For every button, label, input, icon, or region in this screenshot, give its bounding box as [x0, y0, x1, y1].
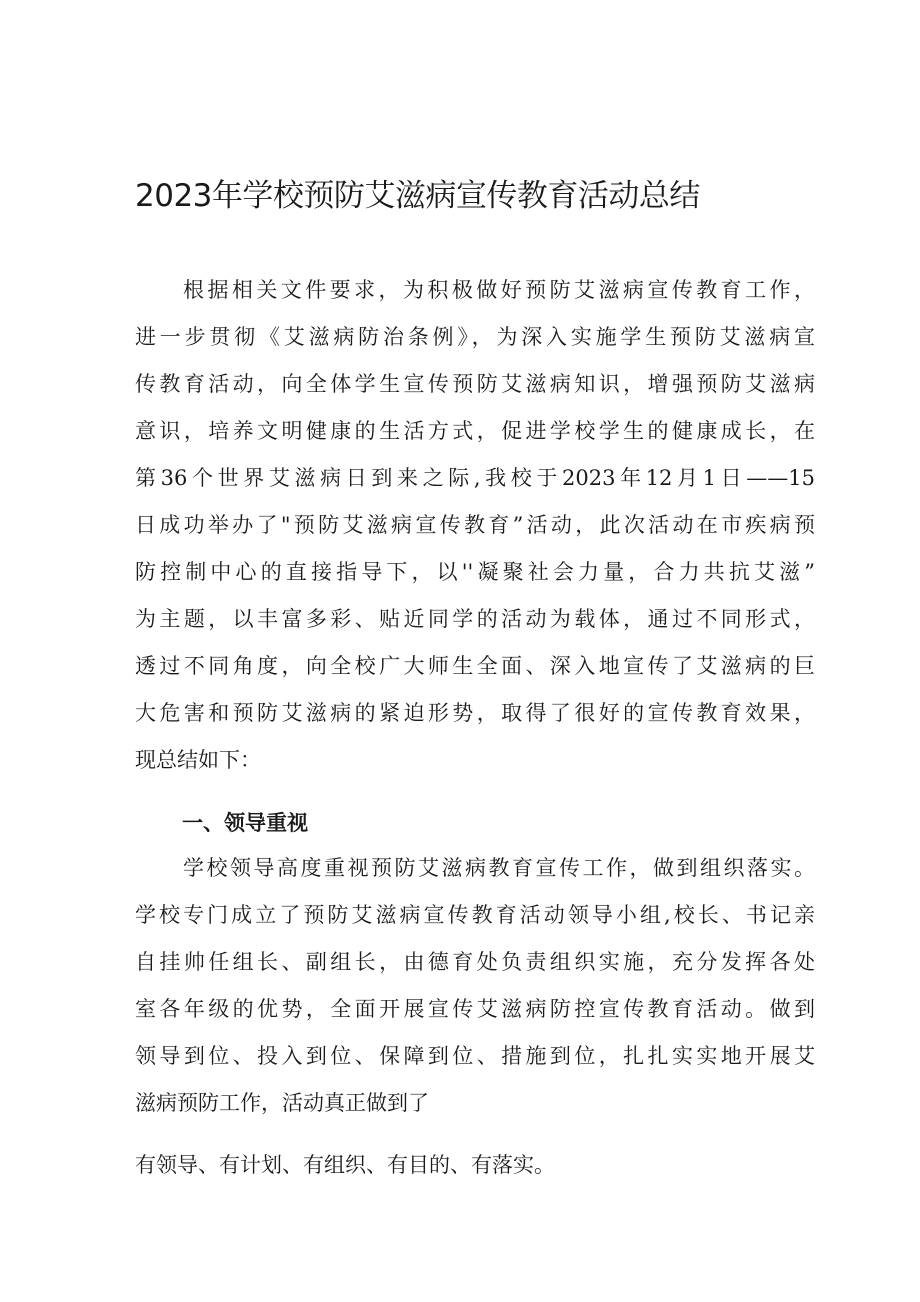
paragraph-line: 学校专门成立了预防艾滋病宣传教育活动领导小组,校长、书记亲 — [135, 903, 815, 927]
leadership-paragraph — [135, 845, 815, 1127]
paragraph-line: 自挂帅任组长、副组长，由德育处负责组织实施，充分发挥各处 — [135, 950, 815, 974]
intro-paragraph — [135, 267, 815, 784]
paragraph-line: 意识，培养文明健康的生活方式，促进学校学生的健康成长，在 — [135, 419, 815, 443]
document-title: 2023年学校预防艾滋病宣传教育活动总结 — [135, 178, 700, 214]
paragraph-line: 根据相关文件要求，为积极做好预防艾滋病宣传教育工作， — [183, 278, 815, 302]
paragraph-line: 防控制中心的直接指导下，以''凝聚社会力量，合力共抗艾滋” — [135, 560, 815, 584]
paragraph-line: 大危害和预防艾滋病的紧迫形势，取得了很好的宣传教育效果， — [135, 701, 815, 725]
paragraph-line: 学校领导高度重视预防艾滋病教育宣传工作，做到组织落实。 — [183, 856, 815, 880]
paragraph-line: 领导到位、投入到位、保障到位、措施到位，扎扎实实地开展艾 — [135, 1044, 815, 1068]
paragraph-line: 为主题，以丰富多彩、贴近同学的活动为载体，通过不同形式， — [135, 607, 815, 631]
paragraph-line: 传教育活动，向全体学生宣传预防艾滋病知识，增强预防艾滋病 — [135, 372, 815, 396]
section-heading-leadership: 一、领导重视 — [182, 811, 308, 835]
paragraph-line: 日成功举办了"预防艾滋病宣传教育”活动，此次活动在市疾病预 — [135, 513, 815, 537]
paragraph-line: 室各年级的优势，全面开展宣传艾滋病防控宣传教育活动。做到 — [135, 997, 815, 1021]
paragraph-line: 进一步贯彻《艾滋病防治条例》，为深入实施学生预防艾滋病宣 — [135, 325, 815, 349]
closing-line: 有领导、有计划、有组织、有目的、有落实。 — [135, 1153, 555, 1177]
paragraph-line: 第36个世界艾滋病日到来之际,我校于2023年12月1日——15 — [135, 466, 815, 490]
paragraph-line: 透过不同角度，向全校广大师生全面、深入地宣传了艾滋病的巨 — [135, 654, 815, 678]
paragraph-line: 现总结如下： — [135, 748, 261, 772]
paragraph-line: 滋病预防工作，活动真正做到了 — [135, 1091, 429, 1115]
